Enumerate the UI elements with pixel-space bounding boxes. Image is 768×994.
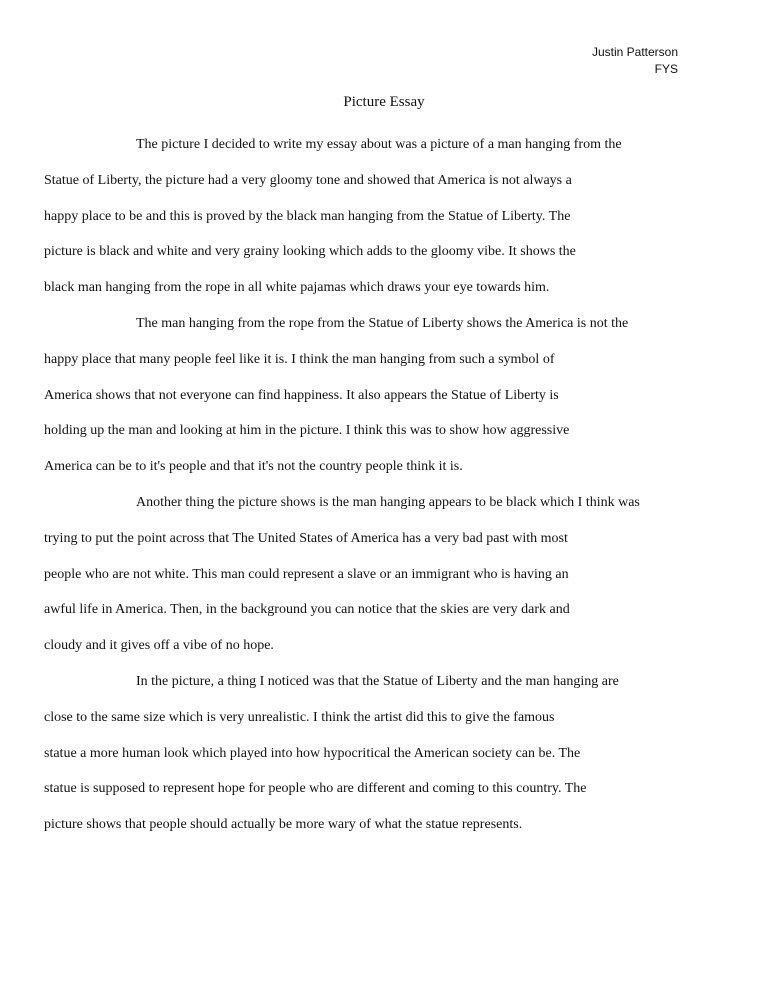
text-line: awful life in America. Then, in the background you can notice that the skies are very dark and bbox=[44, 602, 570, 618]
text-line: The picture I decided to write my essay about was a picture of a man hanging from the bbox=[136, 137, 622, 152]
text-line: In the picture, a thing I noticed was that the Statue of Liberty and the man hanging are bbox=[136, 673, 619, 689]
paragraph-4 bbox=[44, 664, 690, 843]
essay-body bbox=[44, 127, 690, 843]
paragraph-1 bbox=[44, 127, 690, 306]
text-line: black man hanging from the rope in all white pajamas which draws your eye towards him. bbox=[44, 280, 550, 296]
course-name: FYS bbox=[654, 62, 678, 76]
essay-title: Picture Essay bbox=[343, 94, 425, 110]
paragraph-2 bbox=[44, 306, 690, 485]
text-line: happy place that many people feel like it is. I think the man hanging from such a symbol of bbox=[44, 351, 555, 367]
text-line: America can be to it's people and that it's not the country people think it is. bbox=[44, 459, 463, 475]
author-name: Justin Patterson bbox=[591, 45, 678, 59]
text-line: holding up the man and looking at him in the picture. I think this was to show how aggressive bbox=[44, 423, 570, 439]
text-line: Statue of Liberty, the picture had a very gloomy tone and showed that America is not always a bbox=[44, 172, 572, 188]
page-header bbox=[592, 44, 678, 78]
text-line: trying to put the point across that The United States of America has a very bad past with most bbox=[44, 530, 568, 546]
text-line: picture is black and white and very grainy looking which adds to the gloomy vibe. It shows the bbox=[44, 244, 576, 260]
text-line: cloudy and it gives off a vibe of no hope. bbox=[44, 638, 274, 654]
paragraph-3 bbox=[44, 485, 690, 664]
text-line: people who are not white. This man could represent a slave or an immigrant who is having an bbox=[44, 566, 569, 582]
text-line: Another thing the picture shows is the man hanging appears to be black which I think was bbox=[136, 494, 640, 510]
text-line: picture shows that people should actually be more wary of what the statue represents. bbox=[44, 817, 523, 833]
text-line: statue is supposed to represent hope for people who are different and coming to this country. The bbox=[44, 781, 587, 797]
text-line: statue a more human look which played into how hypocritical the American society can be. The bbox=[44, 745, 581, 761]
text-line: happy place to be and this is proved by the black man hanging from the Statue of Liberty. The bbox=[44, 208, 571, 224]
text-line: close to the same size which is very unrealistic. I think the artist did this to give the famous bbox=[44, 709, 555, 725]
text-line: America shows that not everyone can find happiness. It also appears the Statue of Liberty is bbox=[44, 387, 559, 403]
text-line: The man hanging from the rope from the Statue of Liberty shows the America is not the bbox=[136, 315, 629, 331]
